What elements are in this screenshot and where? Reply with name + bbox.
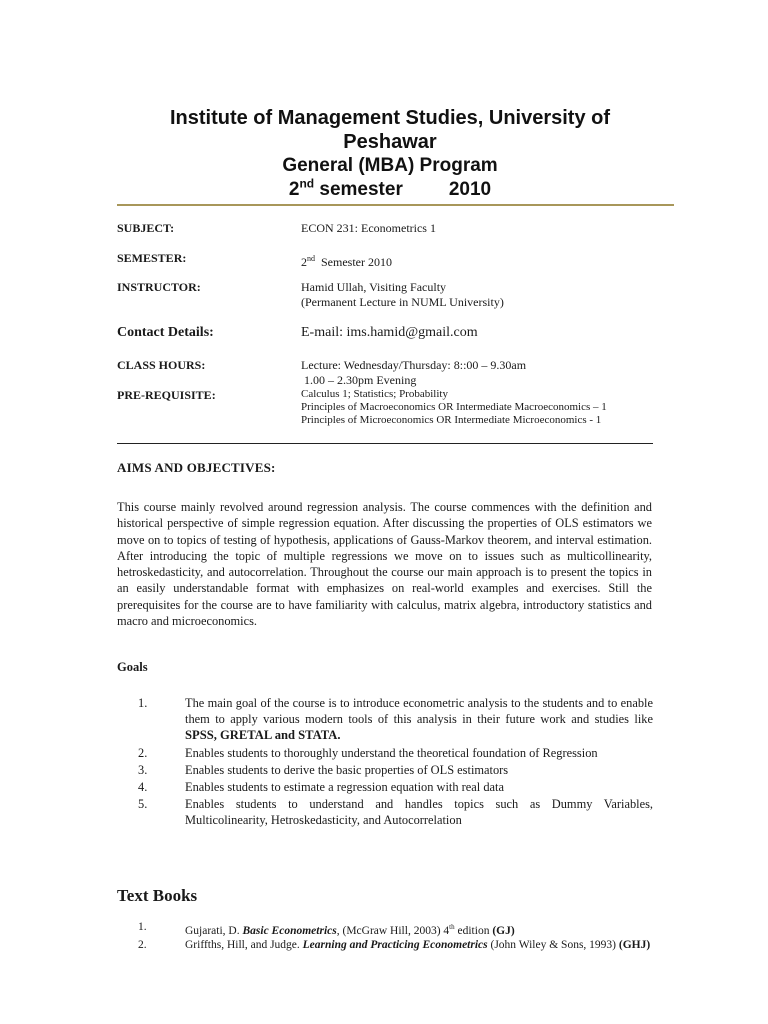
prereq-line-3: Principles of Microeconomics OR Intermediate Microeconomics - 1 [301,414,602,426]
book-number: 2. [138,938,147,951]
class-hours-value [301,358,526,388]
instructor-value [301,280,504,310]
contact-email: E-mail: ims.hamid@gmail.com [301,325,478,340]
list-item [138,938,653,952]
instructor-note: (Permanent Lecture in NUML University) [301,295,504,309]
textbooks-heading: Text Books [117,886,198,905]
subject-value: ECON 231: Econometrics 1 [301,221,436,235]
class-hours-evening: 1.00 – 2.30pm Evening [304,373,417,387]
list-item [138,779,653,795]
goal-number: 2. [138,745,148,760]
book-title: Learning and Practicing Econometrics [302,938,488,951]
contact-label: Contact Details: [117,325,214,340]
list-item [138,796,653,828]
goals-heading: Goals [117,660,148,674]
prerequisite-label: PRE-REQUISITE: [117,388,216,402]
book-code: (GHJ) [618,938,651,951]
prereq-line-1: Calculus 1; Statistics; Probability [301,388,448,400]
institute-title: Institute of Management Studies, University of [169,107,611,129]
book-code: (GJ) [492,924,515,937]
class-hours-lecture: Lecture: Wednesday/Thursday: 8::00 – 9.30am [301,358,527,372]
book-publisher: (John Wiley & Sons, 1993) [487,938,619,951]
institute-title-cont: Peshawar [343,131,437,153]
document-header [110,106,670,202]
semester-value-ordinal: nd [307,254,315,263]
book-edition: edition [454,924,493,937]
subject-label: SUBJECT: [117,221,175,235]
book-edition-ordinal: th [449,923,455,931]
list-item [138,695,653,744]
goal-number: 3. [138,762,148,777]
goal-number: 1. [138,696,148,710]
prerequisite-value [301,388,607,427]
goal-number: 4. [138,780,148,795]
aims-paragraph: This course mainly revolved around regression analysis. The course commences with the definition and historical perspective of simple regression equation. After discussing the properties of OLS estimators we move on to topics of testing of hypothesis, applications of Gauss-Markov theorem, and interval estimation. After introducing the topic of multiple regressions we move on to issues such as multicollinearity, hetroskedasticity, and autocorrelation. Throughout the course our main approach is to present the topics in an easily understandable format with emphasizes on real-world examples and exercises. Still the prerequisites for the course are to have familiarity with calculus, matrix algebra, introductory statistics and macro and microeconomics. [117,500,652,629]
class-hours-label: CLASS HOURS: [117,358,206,372]
program-title: General (MBA) Program [282,155,498,176]
semester-label: SEMESTER: [117,251,187,265]
book-citation [185,920,653,938]
semester-ordinal: nd [299,176,315,191]
semester-title [110,178,670,202]
textbooks-list [138,920,653,952]
goal-text-main: The main goal of the course is to introduce econometric analysis to the students and to enable them to apply various modern tools of this analysis in their future work and studies like [185,696,653,727]
goal-text: Enables students to estimate a regression equation with real data [185,780,504,795]
instructor-label: INSTRUCTOR: [117,280,201,294]
semester-value-text: Semester 2010 [321,255,392,269]
goal-text: Enables students to derive the basic properties of OLS estimators [185,762,509,777]
instructor-name: Hamid Ullah, Visiting Faculty [301,280,447,294]
list-item [138,920,653,938]
list-item [138,762,653,778]
book-authors: Gujarati, D. [185,924,243,937]
prereq-line-2: Principles of Macroeconomics OR Intermediate Macroeconomics – 1 [301,401,607,413]
goals-list [138,695,653,830]
goal-text: Enables students to thoroughly understand the theoretical foundation of Regression [185,745,598,760]
list-item [138,745,653,761]
book-authors: Griffths, Hill, and Judge. [185,938,303,951]
semester-word: semester [319,179,403,200]
details-divider [117,443,653,444]
aims-heading: AIMS AND OBJECTIVES: [117,460,276,475]
semester-value [301,251,392,270]
book-citation [185,938,653,952]
book-title: Basic Econometrics [242,924,337,937]
goal-tools: SPSS, GRETAL and STATA. [185,728,341,743]
book-number: 1. [138,921,147,933]
header-divider [117,204,674,206]
semester-value-number: 2 [301,255,307,269]
goal-text: Enables students to understand and handles topics such as Dummy Variables, Multicolinearity, Hetroskedasticity, and Autocorrelation [185,797,653,828]
goal-number: 5. [138,797,148,812]
goal-text [185,695,653,744]
book-publisher: , (McGraw Hill, 2003) 4 [336,924,450,937]
semester-number: 2 [288,179,300,200]
semester-year: 2010 [448,179,492,200]
